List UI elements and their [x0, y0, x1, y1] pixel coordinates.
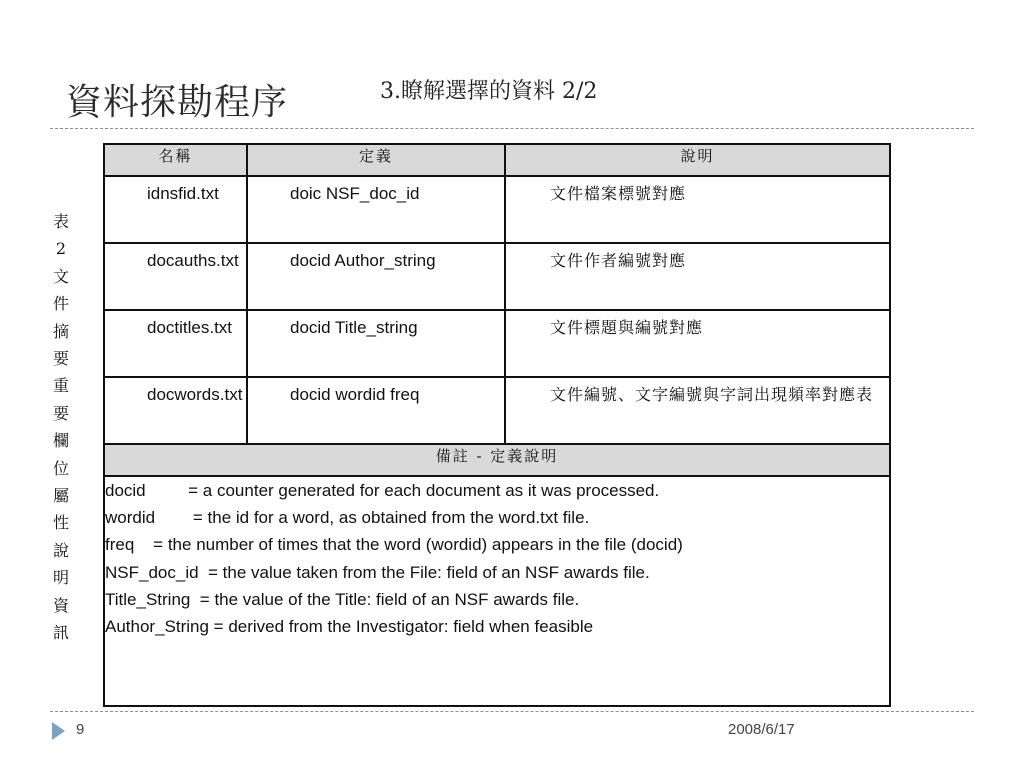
table-row [104, 243, 890, 310]
table-row [104, 310, 890, 377]
note-header: 備註 - 定義說明 [104, 444, 890, 476]
note-body-row [104, 476, 890, 706]
side-char: 資 [52, 595, 69, 615]
note-header-row [104, 444, 890, 476]
side-char: 要 [52, 349, 69, 369]
note-line: NSF_doc_id = the value taken from the File: field of an NSF awards file. [105, 562, 650, 582]
side-caption [50, 208, 72, 647]
field-description: 文件標題與編號對應 [550, 318, 704, 337]
note-cell [104, 476, 890, 706]
side-char: 文 [52, 266, 69, 286]
field-definition: docid Author_string [290, 251, 436, 270]
side-char: 要 [52, 403, 69, 423]
slide-marker-icon [52, 722, 65, 740]
side-char: 說 [52, 540, 69, 560]
data-table [103, 143, 891, 707]
field-definition: doic NSF_doc_id [290, 184, 420, 203]
file-name: idnsfid.txt [147, 184, 219, 203]
side-char: 位 [52, 458, 69, 478]
page-number: 9 [76, 721, 85, 738]
note-line: Author_String = derived from the Investigator: field when feasible [105, 617, 594, 637]
side-char: 訊 [52, 623, 69, 643]
field-definition: docid wordid freq [290, 385, 420, 404]
field-description: 文件編號、文字編號與字詞出現頻率對應表 [550, 385, 874, 404]
note-line: wordid = the id for a word, as obtained from the word.txt file. [105, 508, 590, 528]
slide-date: 2008/6/17 [728, 721, 795, 738]
side-char: 件 [52, 294, 69, 314]
side-char: 屬 [52, 486, 69, 506]
table-header-row [104, 144, 890, 176]
header-definition: 定義 [247, 144, 505, 176]
side-char: 重 [52, 376, 69, 396]
header-name: 名稱 [104, 144, 247, 176]
note-line: Title_String = the value of the Title: field of an NSF awards file. [105, 589, 580, 609]
file-name: docwords.txt [147, 385, 243, 404]
file-name: docauths.txt [147, 251, 239, 270]
field-description: 文件作者編號對應 [550, 251, 687, 270]
note-line: docid = a counter generated for each document as it was processed. [105, 481, 660, 500]
table-row [104, 377, 890, 444]
table-row [104, 176, 890, 243]
note-line: freq = the number of times that the word (wordid) appears in the file (docid) [105, 535, 683, 555]
top-divider [50, 128, 974, 129]
side-char: 2 [55, 239, 67, 259]
file-name: doctitles.txt [147, 318, 233, 337]
header-description: 說明 [505, 144, 890, 176]
bottom-divider [50, 711, 974, 712]
side-char: 明 [52, 568, 69, 588]
field-definition: docid Title_string [290, 318, 418, 337]
slide-title: 資料探勘程序 [66, 82, 289, 123]
side-char: 欄 [52, 431, 69, 451]
field-description: 文件檔案標號對應 [550, 184, 687, 203]
slide-subtitle: 3.瞭解選擇的資料 2/2 [380, 79, 598, 104]
side-char: 摘 [52, 321, 69, 341]
side-char: 性 [52, 513, 69, 533]
side-char: 表 [52, 212, 69, 231]
